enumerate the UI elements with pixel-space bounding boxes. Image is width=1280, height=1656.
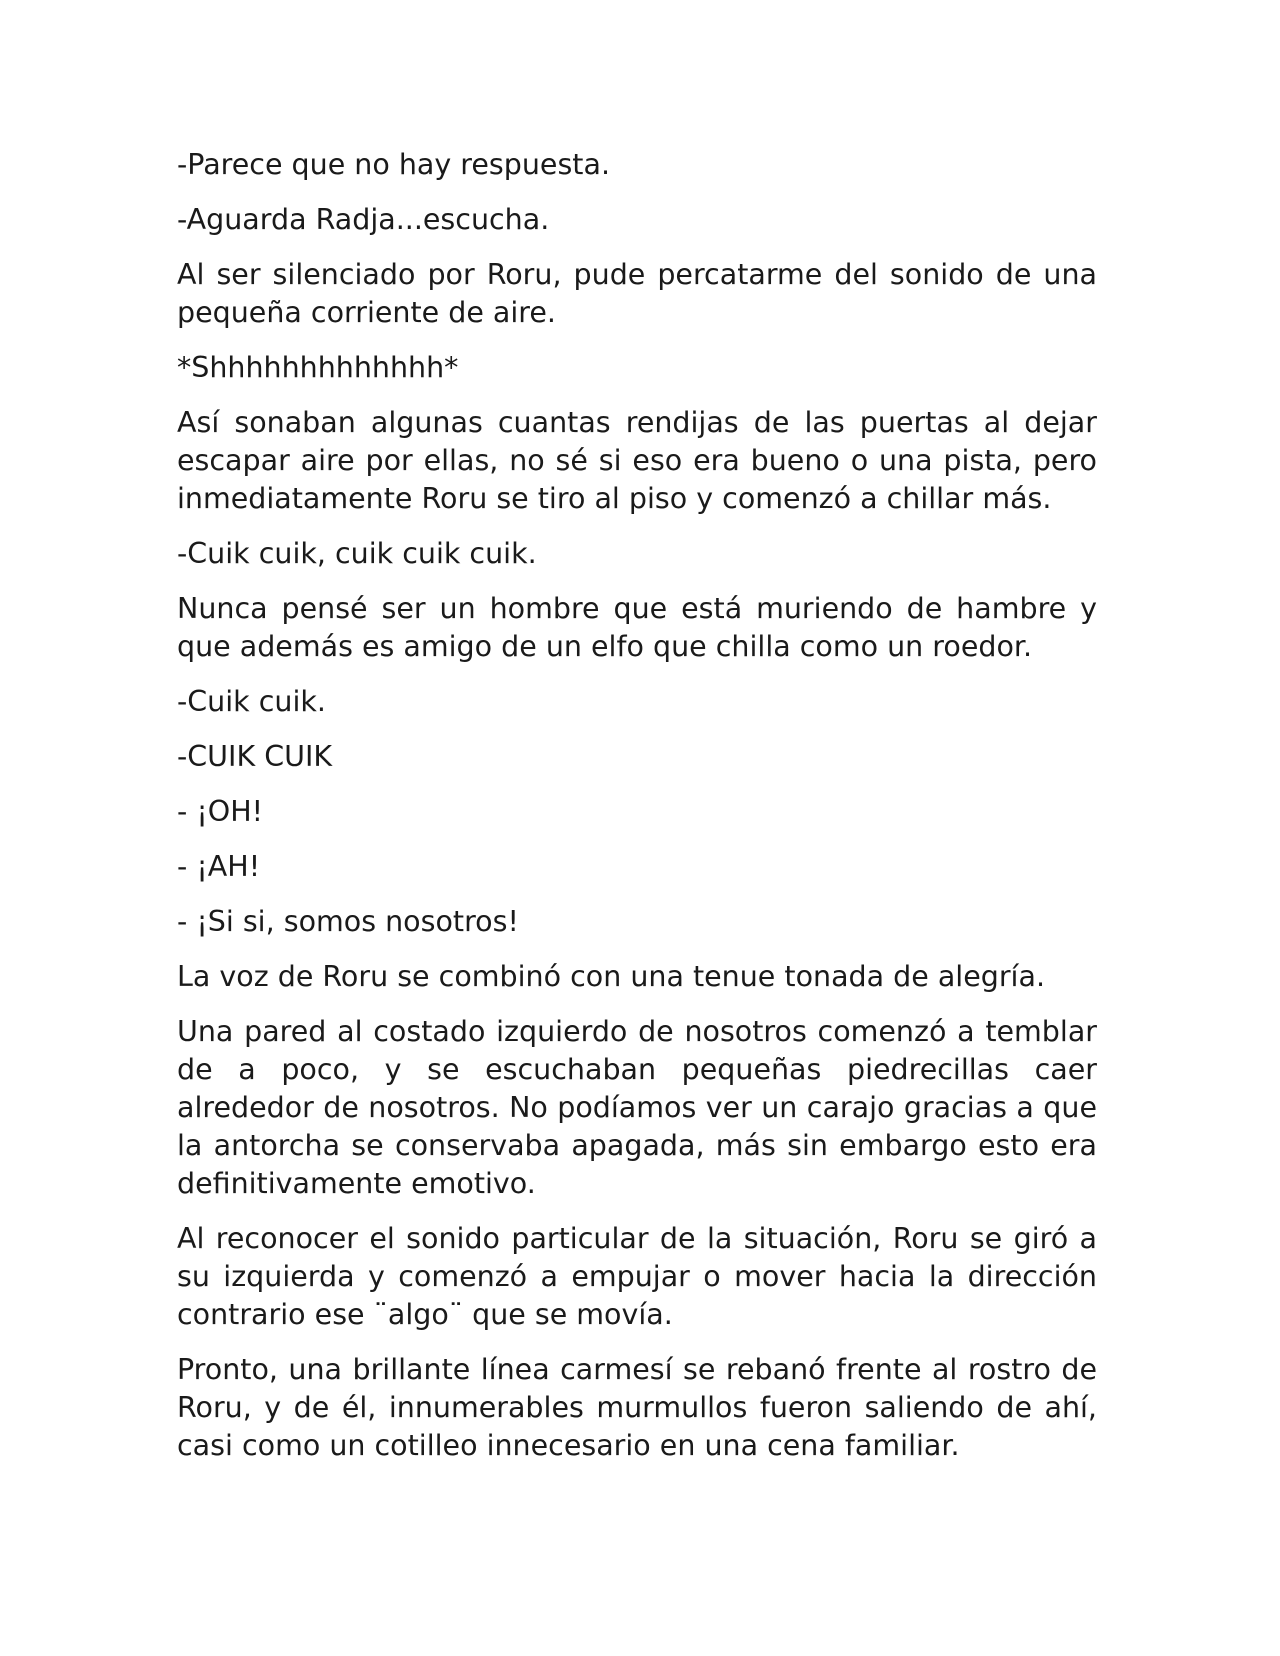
paragraph-4: *Shhhhhhhhhhhhh* bbox=[177, 351, 459, 384]
paragraph-7: Nunca pensé ser un hombre que está muriendo de hambre y que además es amigo de un elfo que chilla como un roedor. bbox=[177, 592, 1097, 663]
paragraph-1: -Parece que no hay respuesta. bbox=[177, 148, 611, 181]
paragraph-15: Al reconocer el sonido particular de la situación, Roru se giró a su izquierda y comenzó a empujar o mover hacia la dirección contrario ese ¨algo¨ que se movía. bbox=[177, 1222, 1097, 1331]
paragraph-8: -Cuik cuik. bbox=[177, 685, 326, 718]
paragraph-10: - ¡OH! bbox=[177, 795, 264, 828]
paragraph-5: Así sonaban algunas cuantas rendijas de las puertas al dejar escapar aire por ellas, no sé si eso era bueno o una pista, pero inmediatamente Roru se tiro al piso y comenzó a chillar más. bbox=[177, 406, 1097, 515]
paragraph-16: Pronto, una brillante línea carmesí se rebanó frente al rostro de Roru, y de él, innumerables murmullos fueron saliendo de ahí, casi como un cotilleo innecesario en una cena familiar. bbox=[177, 1353, 1097, 1462]
paragraph-3: Al ser silenciado por Roru, pude percatarme del sonido de una pequeña corriente de aire. bbox=[177, 258, 1097, 329]
paragraph-6: -Cuik cuik, cuik cuik cuik. bbox=[177, 537, 537, 570]
paragraph-12: - ¡Si si, somos nosotros! bbox=[177, 905, 519, 938]
paragraph-9: -CUIK CUIK bbox=[177, 740, 333, 773]
document-body bbox=[177, 146, 1097, 1465]
paragraph-11: - ¡AH! bbox=[177, 850, 261, 883]
paragraph-2: -Aguarda Radja...escucha. bbox=[177, 203, 550, 236]
paragraph-14: Una pared al costado izquierdo de nosotros comenzó a temblar de a poco, y se escuchaban pequeñas piedrecillas caer alrededor de nosotros. No podíamos ver un carajo gracias a que la antorcha se conservaba apagada, más sin embargo esto era definitivamente emotivo. bbox=[177, 1015, 1097, 1200]
paragraph-13: La voz de Roru se combinó con una tenue tonada de alegría. bbox=[177, 960, 1045, 993]
